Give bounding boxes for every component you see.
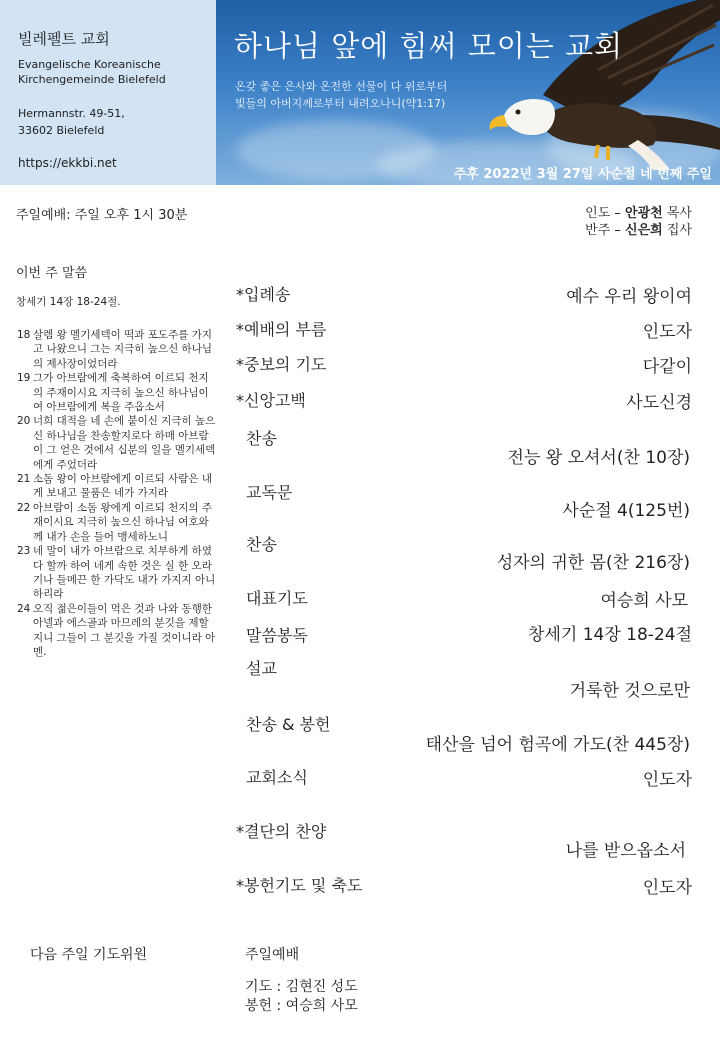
verse-text: 너희 대적을 네 손에 붙이신 지극히 높으신 하나님을 찬송할지로다 하매 아브람이 그 얻은 것에서 십분의 일을 멜기세덱에게 주었더라 — [33, 415, 216, 471]
footer-assignments — [245, 978, 358, 1016]
order-item-name: 설교 — [246, 659, 277, 678]
leader-name: 안광천 — [625, 206, 663, 221]
verse-number: 24 — [17, 602, 31, 615]
order-item-name: *신앙고백 — [236, 391, 306, 410]
verse-number: 18 — [17, 329, 31, 341]
address-street: Hermannstr. 49-51, — [18, 107, 125, 120]
scripture-reference: 창세기 14장 18-24절. — [16, 296, 121, 308]
order-item — [0, 586, 720, 610]
leader-label: 인도 – — [585, 206, 621, 221]
verse-number: 19 — [17, 372, 31, 385]
header-banner — [216, 0, 720, 185]
order-item-value: 인도자 — [642, 770, 692, 790]
order-item-name: 찬송 — [246, 429, 277, 448]
verse-text: 소돔 왕이 아브람에게 이르되 사람은 내게 보내고 물품은 네가 가지라 — [33, 473, 212, 500]
prayer-assignment: 기도 : 김현진 성도 — [245, 979, 358, 995]
order-item-value: 다같이 — [642, 357, 692, 377]
order-item-name: 찬송 & 봉헌 — [246, 715, 331, 734]
order-item-value: 사도신경 — [626, 393, 692, 413]
pianist-line — [585, 222, 692, 239]
verse-text: 네 말이 내가 아브람으로 치부하게 하였다 할까 하여 네게 속한 것은 실 한 오라기나 들메끈 한 가닥도 내가 가지지 아니하리라 — [33, 545, 216, 601]
next-week-prayer-committee: 다음 주일 기도위원 — [30, 947, 148, 963]
verse-text: 그가 아브람에게 축복하여 이르되 천지의 주재이시요 지극히 높으신 하나님이여 아브람에게 복을 주옵소서 — [33, 372, 209, 414]
church-name-korean: 빌레펠트 교회 — [18, 30, 110, 48]
verse-number: 22 — [17, 501, 31, 514]
pianist-title: 집사 — [666, 223, 692, 238]
sunday-date: 주후 2022년 3월 27일 사순절 네 번째 주일 — [453, 167, 712, 182]
order-item — [0, 352, 720, 376]
order-item-value: 나를 받으옵소서 — [565, 841, 686, 861]
order-item — [0, 620, 720, 644]
verse-number: 21 — [17, 473, 31, 486]
banner-verse — [235, 78, 447, 112]
order-item-name: 말씀봉독 — [246, 626, 308, 645]
church-info-box — [0, 0, 216, 185]
order-item-name: *결단의 찬양 — [236, 822, 327, 841]
verse-text: 오직 젊은이들이 먹은 것과 나와 동행한 아넬과 에스골과 마므레의 분깃을 제할지니 그들이 그 분깃을 가질 것이니라 아멘. — [33, 602, 216, 658]
order-item — [0, 317, 720, 341]
order-item-value: 전능 왕 오셔서(찬 10장) — [507, 448, 690, 468]
leader-title: 목사 — [666, 206, 692, 221]
order-item — [0, 282, 720, 306]
scripture-title: 이번 주 말씀 — [16, 266, 88, 281]
verse-number: 23 — [17, 545, 31, 558]
offering-assignment: 봉헌 : 여승희 사모 — [245, 998, 358, 1014]
leader-line — [585, 205, 692, 222]
order-item — [0, 873, 720, 897]
order-item-name: *예배의 부름 — [236, 320, 327, 339]
order-item — [0, 388, 720, 412]
church-address — [18, 105, 216, 139]
service-time: 주일예배: 주일 오후 1시 30분 — [16, 208, 188, 223]
church-name-german-1: Evangelische Koreanische — [18, 58, 161, 71]
order-item-value: 태산을 넘어 험곡에 가도(찬 445장) — [425, 735, 690, 755]
footer-service-title: 주일예배 — [245, 947, 300, 963]
address-city: 33602 Bielefeld — [18, 124, 105, 137]
order-item — [0, 819, 720, 861]
verse-text: 아브람이 소돔 왕에게 이르되 천지의 주재이시요 지극히 높으신 하나님 여호와께 내가 손을 들어 맹세하노니 — [33, 501, 212, 543]
order-item-name: *봉헌기도 및 축도 — [236, 876, 363, 895]
order-item-name: 교독문 — [246, 483, 293, 502]
order-item-name: 대표기도 — [246, 589, 308, 608]
verse-number: 20 — [17, 415, 31, 428]
order-item-name: 찬송 — [246, 535, 277, 554]
order-item-value: 성자의 귀한 몸(찬 216장) — [496, 553, 690, 573]
order-item — [0, 712, 720, 755]
order-item-value: 예수 우리 왕이여 — [566, 287, 692, 307]
order-item-value: 인도자 — [642, 322, 692, 342]
order-item — [0, 765, 720, 789]
order-item-value: 여승희 사모 — [600, 591, 688, 611]
order-item-value: 인도자 — [642, 878, 692, 898]
order-item-name: *입례송 — [236, 285, 291, 304]
order-item — [0, 656, 720, 701]
church-motto: 하나님 앞에 힘써 모이는 교회 — [234, 29, 624, 63]
banner-verse-line-2: 빛들의 아버지께로부터 내려오나니(약1:17) — [235, 97, 446, 110]
order-item-name: 교회소식 — [246, 768, 308, 787]
church-name-german-2: Kirchengemeinde Bielefeld — [18, 73, 166, 86]
order-item-value: 사순절 4(125번) — [562, 501, 690, 521]
order-item-name: *중보의 기도 — [236, 355, 327, 374]
order-item-value: 거룩한 것으로만 — [569, 681, 690, 701]
service-leaders — [585, 205, 692, 239]
pianist-name: 신은희 — [625, 223, 663, 238]
order-item-value: 창세기 14장 18-24절 — [528, 625, 692, 645]
verse-text: 살렘 왕 멜기세덱이 떡과 포도주를 가지고 나왔으니 그는 지극히 높으신 하나님의 제사장이었더라 — [33, 329, 212, 370]
church-website-link[interactable]: https://ekkbi.net — [18, 156, 117, 170]
banner-verse-line-1: 온갖 좋은 은사와 온전한 선물이 다 위로부터 — [235, 80, 448, 93]
pianist-label: 반주 – — [585, 223, 621, 238]
